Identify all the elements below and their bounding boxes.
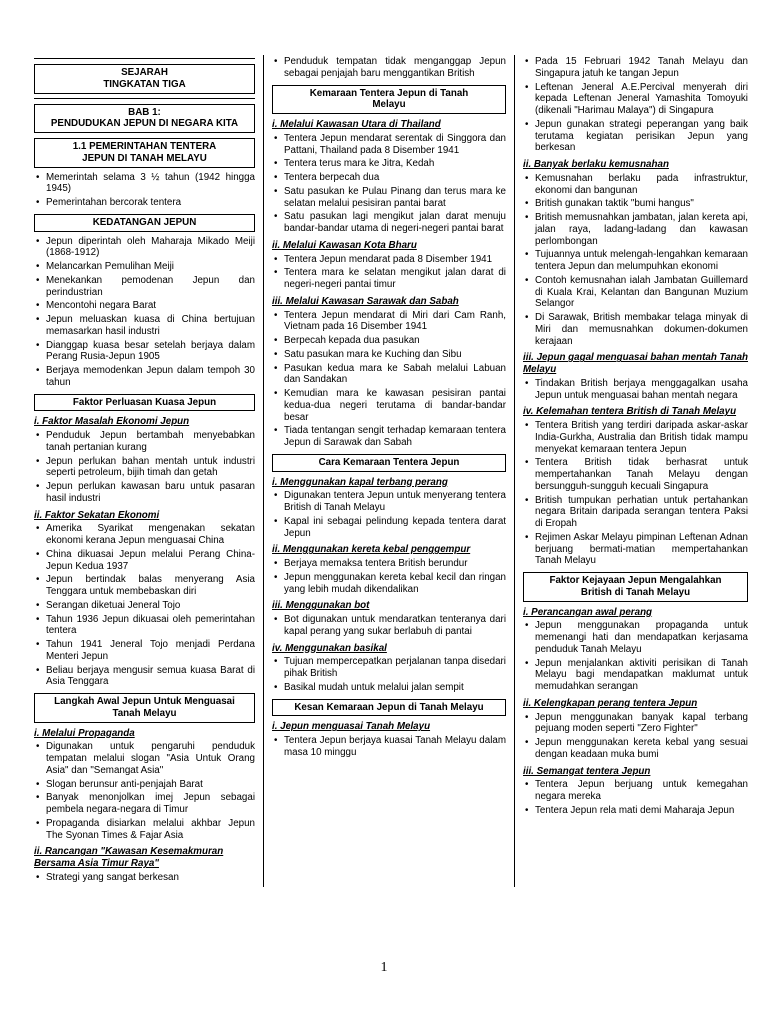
section-header-box xyxy=(34,214,255,232)
bullet-item: • Satu pasukan lagi mengikut jalan darat menuju bandar-bandar utama di negeri-negeri pantai barat xyxy=(272,211,506,235)
section-header-line: Faktor Perluasan Kuasa Jepun xyxy=(72,396,217,408)
section-header-line: 1.1 PEMERINTAHAN TENTERA xyxy=(72,141,217,152)
bullet-item: • Tujuannya untuk melengah-lengahkan kemaraan tentera Jepun dan melumpuhkan ekonomi xyxy=(523,249,748,273)
section-header-box xyxy=(272,454,506,472)
bullet-item: • Tentera mara ke selatan mengikut jalan darat di negeri-negeri pantai timur xyxy=(272,267,506,291)
bullet-item: • Jepun menggunakan kereta kebal yang sesuai dengan keadaan muka bumi xyxy=(523,737,748,761)
subheading: ii. Kelengkapan perang tentera Jepun xyxy=(523,697,698,709)
bullet-list xyxy=(272,254,506,291)
bullet-item: • Digunakan tentera Jepun untuk menyerang tentera British di Tanah Melayu xyxy=(272,490,506,514)
bullet-item: • Jepun diperintah oleh Maharaja Mikado Meiji (1868-1912) xyxy=(34,236,255,260)
section-header-line: Kemaraan Tentera Jepun di Tanah xyxy=(309,87,469,99)
subheading: ii. Faktor Sekatan Ekonomi xyxy=(34,509,160,521)
bullet-item: • British tumpukan perhatian untuk pertahankan negara Britain daripada serangan tentera Paksi di Eropah xyxy=(523,495,748,530)
bullet-list xyxy=(272,133,506,235)
page-number: 1 xyxy=(380,960,388,975)
bullet-item: • Di Sarawak, British membakar telaga minyak di Miri dan memusnahkan dokumen-dokumen kerajaan xyxy=(523,312,748,347)
horizontal-rule xyxy=(34,58,255,59)
bullet-item: • Mencontohi negara Barat xyxy=(34,300,255,312)
bullet-list xyxy=(272,310,506,449)
bullet-item: • Serangan diketuai Jeneral Tojo xyxy=(34,600,255,612)
subheading: iv. Kelemahan tentera British di Tanah Melayu xyxy=(523,406,737,418)
bullet-list xyxy=(34,236,255,389)
bullet-item: • Tiada tentangan sengit terhadap kemaraan tentera Jepun di Sarawak dan Sabah xyxy=(272,425,506,449)
subheading: iii. Melalui Kawasan Sarawak dan Sabah xyxy=(272,295,459,307)
section-header-line: BAB 1: xyxy=(128,106,161,118)
bullet-list xyxy=(34,872,255,884)
bullet-item: • Jepun menggunakan propaganda untuk memenangi hati dan mendapatkan kerjasama penduduk Tanah Melayu xyxy=(523,620,748,655)
bullet-item: • Berpecah kepada dua pasukan xyxy=(272,335,506,347)
section-header-line: Kesan Kemaraan Jepun di Tanah Melayu xyxy=(294,701,484,713)
section-header-box xyxy=(34,138,255,168)
bullet-item: • Strategi yang sangat berkesan xyxy=(34,872,255,884)
bullet-item: • Penduduk Jepun bertambah menyebabkan tanah pertanian kurang xyxy=(34,430,255,454)
bullet-list xyxy=(34,430,255,505)
subheading: i. Menggunakan kapal terbang perang xyxy=(272,476,448,488)
subheading: i. Melalui Kawasan Utara di Thailand xyxy=(272,119,441,130)
section-header-line: Tanah Melayu xyxy=(112,707,177,719)
bullet-item: • British gunakan taktik "bumi hangus" xyxy=(523,198,748,210)
bullet-item: • Tentera British tidak berhasrat untuk mempertahankan Tanah Melayu dengan bersungguh-sungguh kecuali Singapura xyxy=(523,457,748,492)
bullet-list xyxy=(523,56,748,154)
bullet-item: • Tentera terus mara ke Jitra, Kedah xyxy=(272,158,506,170)
bullet-item: • Tahun 1941 Jeneral Tojo menjadi Perdana Menteri Jepun xyxy=(34,639,255,663)
bullet-item: • Tentera Jepun berjuang untuk kemegahan negara mereka xyxy=(523,779,748,803)
bullet-item: • Jepun perlukan kawasan baru untuk pasaran hasil industri xyxy=(34,481,255,505)
bullet-list xyxy=(272,558,506,595)
bullet-item: • Jepun menjalankan aktiviti perisikan di Tanah Melayu bagi mendapatkan maklumat untuk memudahkan serangan xyxy=(523,658,748,693)
bullet-item: • Tentera Jepun mendarat di Miri dari Cam Ranh, Vietnam pada 16 Disember 1941 xyxy=(272,310,506,334)
bullet-item: • Jepun bertindak balas menyerang Asia Tenggara untuk membebaskan diri xyxy=(34,574,255,598)
section-header-line: Langkah Awal Jepun Untuk Menguasai xyxy=(54,696,235,707)
section-header-box xyxy=(272,85,506,115)
bullet-item: • Tentera Jepun rela mati demi Maharaja Jepun xyxy=(523,805,748,817)
bullet-list xyxy=(34,172,255,209)
subheading: ii. Rancangan "Kawasan Kesemakmuran Bersama Asia Timur Raya" xyxy=(34,846,224,869)
subheading: iii. Semangat tentera Jepun xyxy=(523,765,651,777)
section-header-line: SEJARAH xyxy=(121,67,168,78)
bullet-item: • Jepun perlukan bahan mentah untuk industri seperti petroleum, bijih timah dan getah xyxy=(34,456,255,480)
bullet-list xyxy=(523,712,748,761)
bullet-item: • Satu pasukan ke Pulau Pinang dan terus mara ke selatan melalui pesisiran pantai barat xyxy=(272,186,506,210)
bullet-item: • Slogan berunsur anti-penjajah Barat xyxy=(34,779,255,791)
bullet-list xyxy=(34,741,255,841)
bullet-item: • Tahun 1936 Jepun dikuasai oleh pemerintahan tentera xyxy=(34,614,255,638)
bullet-list xyxy=(523,779,748,816)
bullet-item: • Contoh kemusnahan ialah Jambatan Guillemard di Kuala Krai, Kelantan dan Bangunan Muzium Selangor xyxy=(523,275,748,310)
bullet-list xyxy=(523,420,748,567)
bullet-item: • Propaganda disiarkan melalui akhbar Jepun The Syonan Times & Fajar Asia xyxy=(34,818,255,842)
subheading: iii. Jepun gagal menguasai bahan mentah Tanah Melayu xyxy=(523,352,749,375)
bullet-item: • Tujuan mempercepatkan perjalanan tanpa disedari pihak British xyxy=(272,656,506,680)
section-header-box xyxy=(272,699,506,717)
bullet-item: • Jepun gunakan strategi peperangan yang baik terutama kegiatan perisikan Jepun yang berkesan xyxy=(523,119,748,154)
bullet-item: • Satu pasukan mara ke Kuching dan Sibu xyxy=(272,349,506,361)
section-header-line: Faktor Kejayaan Jepun Mengalahkan xyxy=(549,575,722,586)
bullet-list xyxy=(272,656,506,693)
bullet-list xyxy=(272,56,506,80)
bullet-item: • Rejimen Askar Melayu pimpinan Leftenan Adnan berjuang bermati-matian mempertahankan Tanah Melayu xyxy=(523,532,748,567)
bullet-item: • British memusnahkan jambatan, jalan kereta api, jalan raya, ladang-ladang dan kawasan perlombongan xyxy=(523,212,748,247)
bullet-list xyxy=(523,378,748,402)
subheading: ii. Melalui Kawasan Kota Bharu xyxy=(272,239,417,251)
bullet-item: • Tindakan British berjaya menggagalkan usaha Jepun untuk menguasai bahan mentah negara xyxy=(523,378,748,402)
section-header-box xyxy=(34,104,255,134)
bullet-item: • Beliau berjaya mengusir semua kuasa Barat di Asia Tenggara xyxy=(34,665,255,689)
column-3 xyxy=(514,55,748,887)
section-header-line: British di Tanah Melayu xyxy=(580,586,691,598)
bullet-item: • Berjaya memaksa tentera British berundur xyxy=(272,558,506,570)
subheading: i. Perancangan awal perang xyxy=(523,606,653,618)
section-header-line: Melayu xyxy=(372,99,406,111)
bullet-item: • Memerintah selama 3 ½ tahun (1942 hingga 1945) xyxy=(34,172,255,196)
bullet-item: • Pasukan kedua mara ke Sabah melalui Labuan dan Sandakan xyxy=(272,363,506,387)
bullet-item: • Kapal ini sebagai pelindung kepada tentera darat Jepun xyxy=(272,516,506,540)
section-header-box xyxy=(34,693,255,723)
bullet-item: • Berjaya memodenkan Jepun dalam tempoh 30 tahun xyxy=(34,365,255,389)
columns xyxy=(34,55,748,887)
column-1 xyxy=(34,55,263,887)
bullet-item: • Basikal mudah untuk melalui jalan sempit xyxy=(272,682,506,694)
section-header-box xyxy=(34,64,255,94)
subheading: i. Jepun menguasai Tanah Melayu xyxy=(272,721,431,733)
bullet-item: • Digunakan untuk pengaruhi penduduk tempatan melalui slogan "Asia Untuk Orang Asia" dan "Semangat Asia" xyxy=(34,741,255,776)
bullet-item: • Tentera Jepun berjaya kuasai Tanah Melayu dalam masa 10 minggu xyxy=(272,735,506,759)
subheading: ii. Banyak berlaku kemusnahan xyxy=(523,159,669,170)
bullet-item: • Penduduk tempatan tidak menganggap Jepun sebagai penjajah baru menggantikan British xyxy=(272,56,506,80)
section-header-line: PENDUDUKAN JEPUN DI NEGARA KITA xyxy=(50,118,239,130)
bullet-item: • Jepun menggunakan kereta kebal kecil dan ringan yang lebih mudah dikendalikan xyxy=(272,572,506,596)
bullet-item: • Kemudian mara ke kawasan pesisiran pantai kedua-dua negeri terutama di bandar-bandar besar xyxy=(272,388,506,423)
subheading: ii. Menggunakan kereta kebal penggempur xyxy=(272,544,471,556)
bullet-item: • Tentera British yang terdiri daripada askar-askar India-Gurkha, Australia dan British tidak mampu menyekat kemaraan tentera Jepun xyxy=(523,420,748,455)
bullet-item: • Leftenan Jeneral A.E.Percival menyerah diri kepada Leftenan Jeneral Yamashita Tomoyuki (dikenali "Harimau Malaya") di Singapura xyxy=(523,82,748,117)
section-header-box xyxy=(34,394,255,412)
bullet-item: • Amerika Syarikat mengenakan sekatan ekonomi kerana Jepun menguasai China xyxy=(34,523,255,547)
bullet-item: • Bot digunakan untuk mendaratkan tenteranya dari kapal perang yang sukar berlabuh di pantai xyxy=(272,614,506,638)
bullet-item: • Jepun menggunakan banyak kapal terbang pejuang moden seperti "Zero Fighter" xyxy=(523,712,748,736)
bullet-list xyxy=(34,523,255,688)
bullet-item: • Kemusnahan berlaku pada infrastruktur, ekonomi dan bangunan xyxy=(523,173,748,197)
section-header-line: JEPUN DI TANAH MELAYU xyxy=(82,152,207,164)
bullet-item: • Banyak menonjolkan imej Jepun sebagai pembela negara-negara di Timur xyxy=(34,792,255,816)
column-2 xyxy=(263,55,514,887)
bullet-item: • Dianggap kuasa besar setelah berjaya dalam Perang Rusia-Jepun 1905 xyxy=(34,340,255,364)
section-header-box xyxy=(523,572,748,602)
bullet-list xyxy=(523,620,748,693)
subheading: i. Melalui Propaganda xyxy=(34,727,135,739)
bullet-list xyxy=(523,173,748,348)
section-header-line: KEDATANGAN JEPUN xyxy=(92,216,197,228)
subheading: i. Faktor Masalah Ekonomi Jepun xyxy=(34,416,190,428)
section-header-line: TINGKATAN TIGA xyxy=(103,78,186,90)
bullet-list xyxy=(272,614,506,638)
bullet-item: • Tentera berpecah dua xyxy=(272,172,506,184)
horizontal-rule xyxy=(34,98,255,99)
bullet-item: • Melancarkan Pemulihan Meiji xyxy=(34,261,255,273)
bullet-item: • Pemerintahan bercorak tentera xyxy=(34,197,255,209)
bullet-item: • China dikuasai Jepun melalui Perang China-Jepun Kedua 1937 xyxy=(34,549,255,573)
bullet-item: • Jepun meluaskan kuasa di China bertujuan memasarkan hasil industri xyxy=(34,314,255,338)
subheading: iii. Menggunakan bot xyxy=(272,600,370,612)
bullet-item: • Pada 15 Februari 1942 Tanah Melayu dan Singapura jatuh ke tangan Jepun xyxy=(523,56,748,80)
section-header-line: Cara Kemaraan Tentera Jepun xyxy=(318,456,460,468)
bullet-item: • Tentera Jepun mendarat pada 8 Disember 1941 xyxy=(272,254,506,266)
subheading: iv. Menggunakan basikal xyxy=(272,642,387,654)
bullet-item: • Tentera Jepun mendarat serentak di Singgora dan Pattani, Thailand pada 8 Disember 1941 xyxy=(272,133,506,157)
bullet-list xyxy=(272,490,506,539)
bullet-item: • Menekankan pemodenan Jepun dan perindustrian xyxy=(34,275,255,299)
bullet-list xyxy=(272,735,506,759)
